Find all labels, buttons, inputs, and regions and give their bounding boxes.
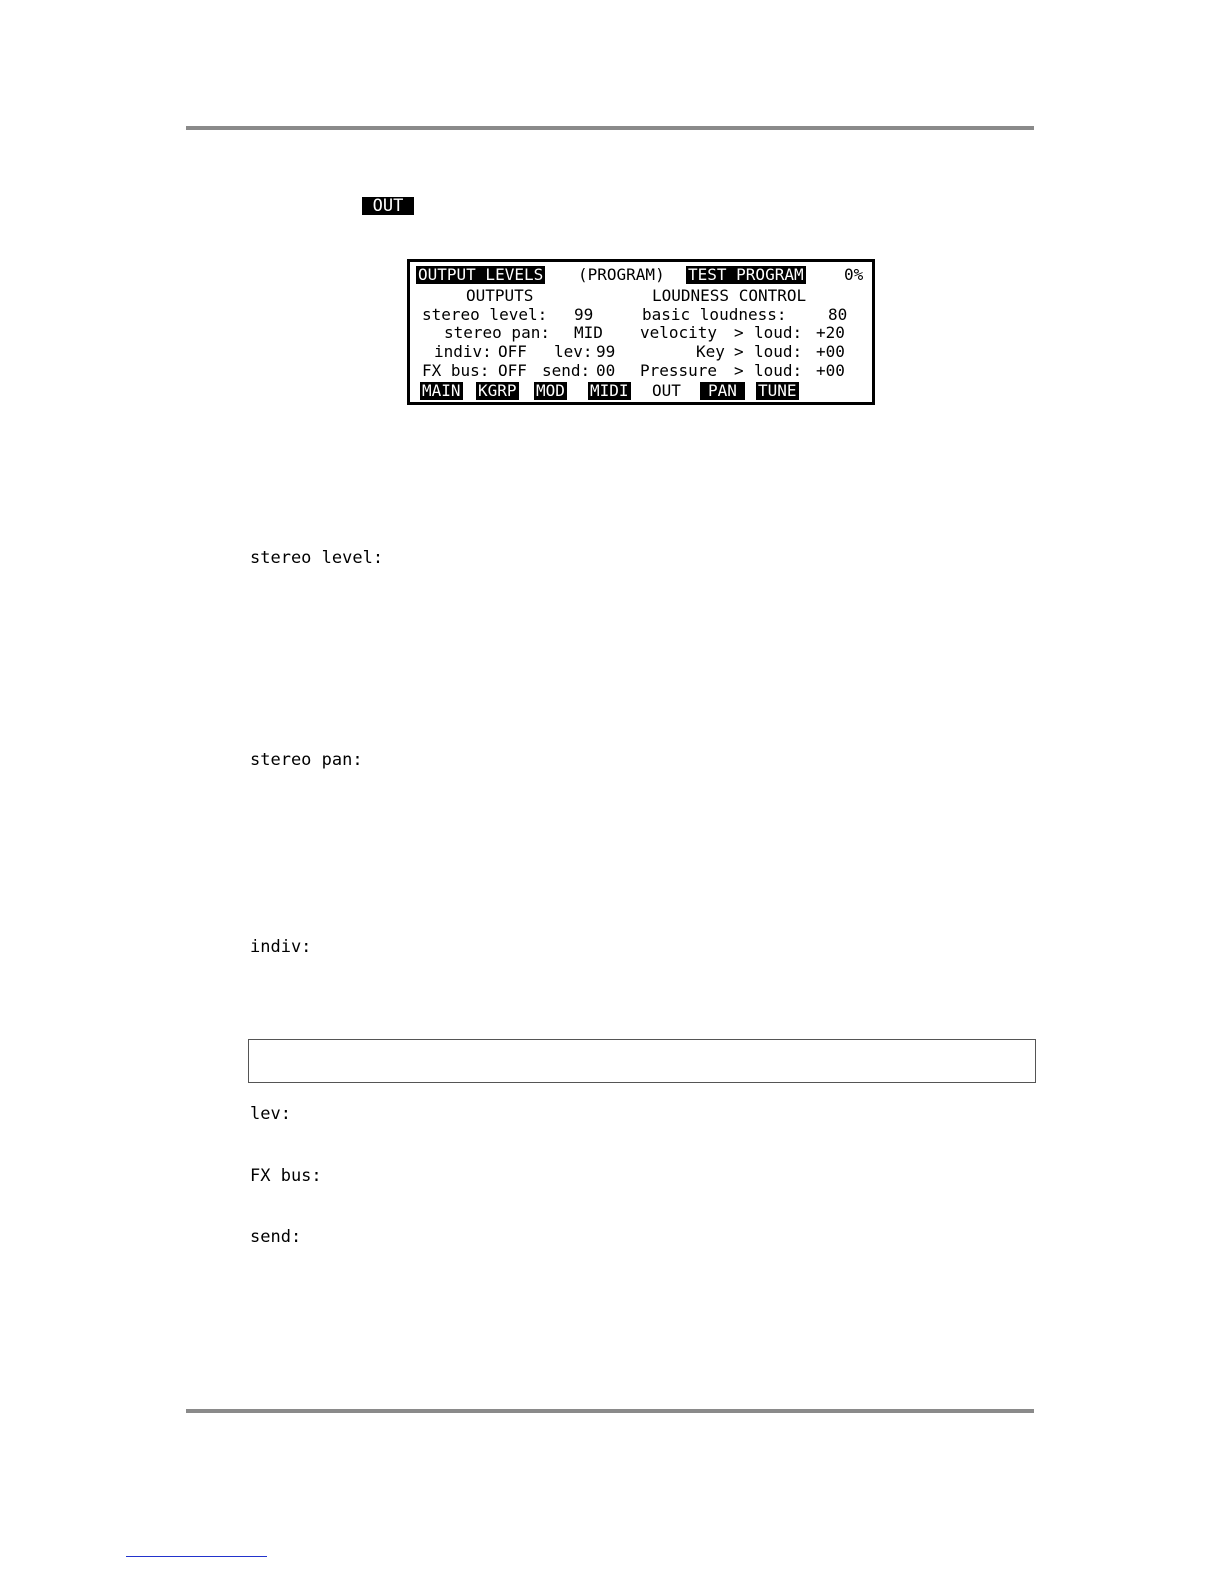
stereo-pan-heading: stereo pan: <box>250 750 363 770</box>
velocity-loud-label: loud: <box>754 323 803 342</box>
pressure-loud-label: loud: <box>754 361 803 380</box>
indiv-label: indiv: <box>434 342 492 361</box>
footer-link-underline <box>126 1556 267 1557</box>
lcd-screen <box>407 259 875 405</box>
bottom-rule <box>186 1409 1034 1413</box>
fx-bus-value[interactable]: OFF <box>498 361 527 380</box>
send-label: send: <box>542 361 591 380</box>
basic-loudness-label: basic loudness: <box>642 305 787 324</box>
tab-main[interactable]: MAIN <box>422 381 461 400</box>
stereo-level-heading: stereo level: <box>250 548 384 568</box>
key-label: Key <box>696 342 725 361</box>
fx-bus-heading: FX bus: <box>250 1166 322 1186</box>
basic-loudness-value[interactable]: 80 <box>828 305 848 324</box>
indiv-value[interactable]: OFF <box>498 342 527 361</box>
arrow-icon: > <box>734 323 744 342</box>
lev-label: lev: <box>554 342 593 361</box>
velocity-label: velocity <box>640 323 718 342</box>
tab-pan[interactable]: PAN <box>700 382 745 400</box>
stereo-level-value[interactable]: 99 <box>574 305 594 324</box>
stereo-pan-label: stereo pan: <box>444 323 550 342</box>
lev-value[interactable]: 99 <box>596 342 616 361</box>
tab-out[interactable]: OUT <box>652 381 681 400</box>
outputs-heading: OUTPUTS <box>466 286 534 305</box>
screen-mode: (PROGRAM) <box>578 265 665 284</box>
note-box <box>248 1039 1036 1083</box>
send-value[interactable]: 00 <box>596 361 616 380</box>
program-name: TEST PROGRAM <box>688 265 804 284</box>
indiv-heading: indiv: <box>250 937 312 957</box>
arrow-icon: > <box>734 342 744 361</box>
fx-bus-label: FX bus: <box>422 361 490 380</box>
send-heading: send: <box>250 1227 302 1247</box>
arrow-icon: > <box>734 361 744 380</box>
out-key-label: OUT <box>362 197 414 215</box>
velocity-loud-value[interactable]: +20 <box>816 323 845 342</box>
loudness-heading: LOUDNESS CONTROL <box>652 286 807 305</box>
tab-tune[interactable]: TUNE <box>758 381 797 400</box>
pressure-label: Pressure <box>640 361 718 380</box>
screen-title: OUTPUT LEVELS <box>418 265 544 284</box>
tab-kgrp[interactable]: KGRP <box>478 381 517 400</box>
tab-mod[interactable]: MOD <box>536 381 565 400</box>
stereo-level-label: stereo level: <box>422 305 548 324</box>
stereo-pan-value[interactable]: MID <box>574 323 603 342</box>
top-rule <box>186 126 1034 130</box>
percent-indicator: 0% <box>844 265 864 284</box>
key-loud-label: loud: <box>754 342 803 361</box>
tab-midi[interactable]: MIDI <box>590 381 629 400</box>
key-loud-value[interactable]: +00 <box>816 342 845 361</box>
lev-heading: lev: <box>250 1104 291 1124</box>
pressure-loud-value[interactable]: +00 <box>816 361 845 380</box>
